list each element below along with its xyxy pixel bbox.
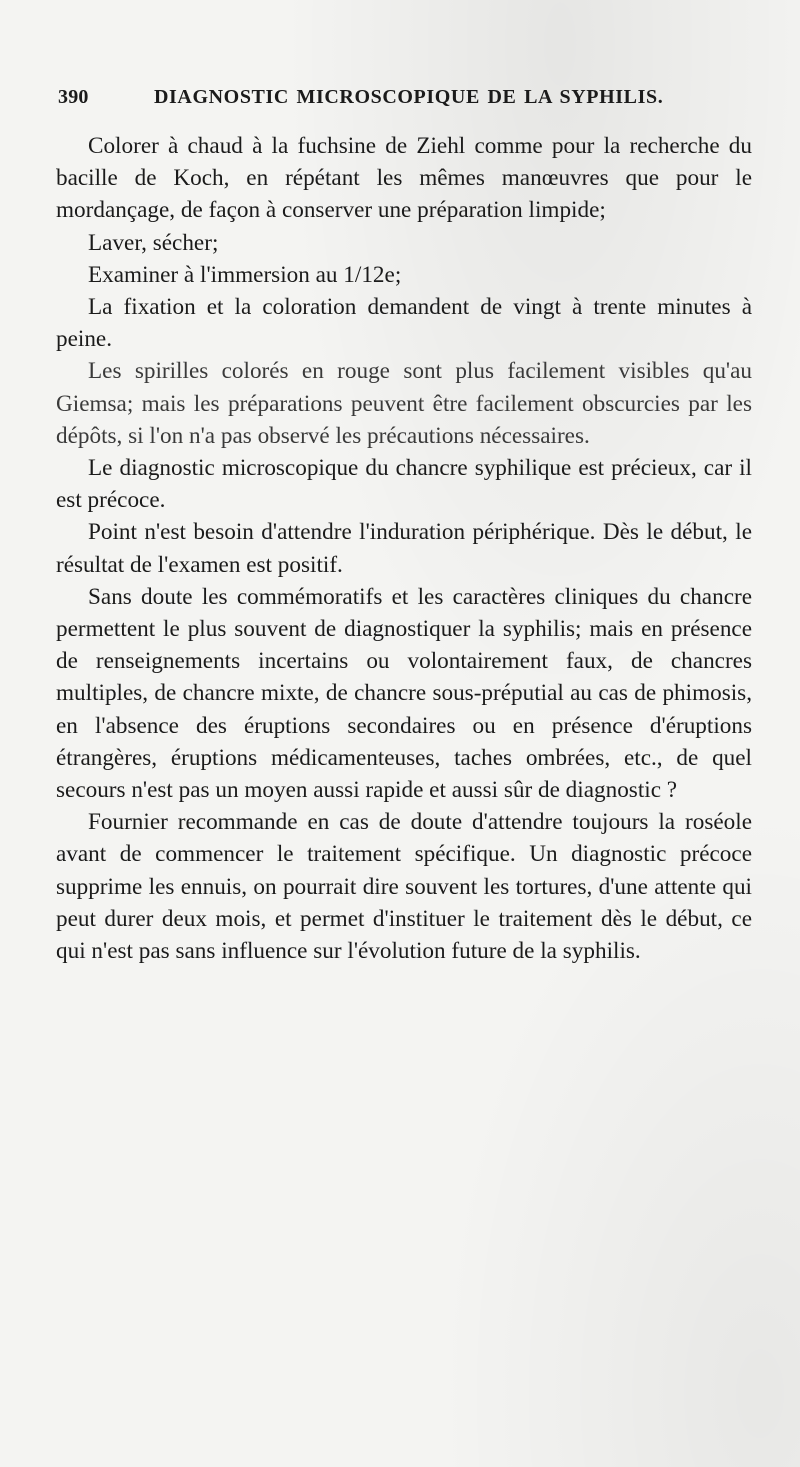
paragraph: La fixation et la coloration demandent de vingt à trente minutes à peine. <box>56 294 752 353</box>
paragraph: Sans doute les commémoratifs et les caractères cliniques du chancre permettent le plus souvent de diagnostiquer la syphilis; mais en présence de renseignements incertains ou volontairement faux, de chancres multiples, de chancre mixte, de chancre sous-préputial au cas de phimosis, en l'absence des éruptions secondaires ou en présence d'éruptions étrangères, éruptions médicamenteuses, taches ombrées, etc., de quel secours n'est pas un moyen aussi rapide et aussi sûr de diagnostic ? <box>56 583 752 804</box>
paragraph: Examiner à l'immersion au 1/12e; <box>88 261 402 288</box>
paragraph: Laver, sécher; <box>88 229 219 256</box>
running-title: DIAGNOSTIC MICROSCOPIQUE DE LA SYPHILIS. <box>154 86 664 108</box>
page-header <box>58 86 758 116</box>
paragraph: Fournier recommande en cas de doute d'attendre toujours la roséole avant de commencer le traitement spécifique. Un diagnostic précoce supprime les ennuis, on pourrait dire souvent les tortures, d'une attente qui peut durer deux mois, et permet d'instituer le traitement dès le début, ce qui n'est pas sans influence sur l'évolution future de la syphilis. <box>56 809 752 965</box>
paragraph: Colorer à chaud à la fuchsine de Ziehl comme pour la recherche du bacille de Koch, en répétant les mêmes manœuvres que pour le mordançage, de façon à conserver une préparation limpide; <box>56 133 752 224</box>
paragraph: Le diagnostic microscopique du chancre syphilique est précieux, car il est précoce. <box>56 455 752 514</box>
page-number: 390 <box>58 86 89 108</box>
paragraph: Les spirilles colorés en rouge sont plus facilement visibles qu'au Giemsa; mais les préparations peuvent être facilement obscurcies par les dépôts, si l'on n'a pas observé les précautions nécessaires. <box>56 358 752 449</box>
paragraph: Point n'est besoin d'attendre l'induration périphérique. Dès le début, le résultat de l'examen est positif. <box>56 519 752 578</box>
body-text <box>56 130 752 967</box>
